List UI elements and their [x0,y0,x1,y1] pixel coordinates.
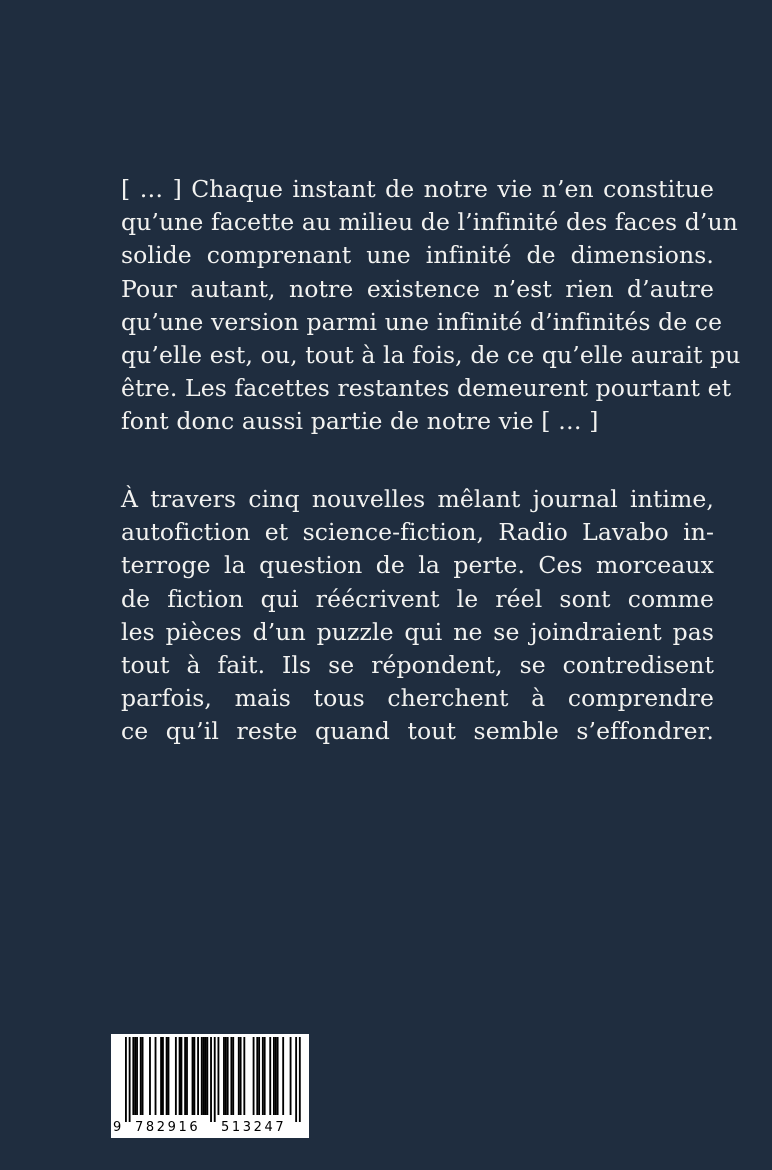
barcode-guard-bar [214,1037,216,1122]
barcode-bar [232,1037,234,1115]
barcode-guard-bar [129,1037,131,1122]
barcode-bar [230,1037,232,1115]
barcode-guard-bar [295,1037,297,1122]
quote-line: qu’une version parmi une infinité d’infinités de ce [121,307,723,336]
barcode-bar [273,1037,275,1115]
barcode-bar [168,1037,170,1115]
barcode-bar [203,1037,205,1115]
barcode-bar [256,1037,258,1115]
barcode-bar [136,1037,138,1115]
barcode-bar [227,1037,229,1115]
blurb-line: tout à fait. Ils se répondent, se contredisent [121,651,714,680]
barcode-bar [184,1037,186,1115]
blurb-line: les pièces d’un puzzle qui ne se joindraient pas [121,617,714,646]
barcode-bar [282,1037,284,1115]
barcode-bar [262,1037,264,1115]
barcode-bar [225,1037,227,1115]
barcode-bar [181,1037,183,1115]
blurb-line: de fiction qui réécrivent le réel sont comme [121,584,714,613]
barcode-bar [223,1037,225,1115]
barcode-bar [192,1037,194,1115]
barcode-bar [277,1037,279,1115]
book-blurb [121,483,714,749]
barcode-bar [175,1037,177,1115]
barcode-bar [142,1037,144,1115]
barcode-bar [240,1037,242,1115]
quote-line: qu’elle est, ou, tout à la fois, de ce qu’elle aurait pu [121,341,741,370]
barcode-bar [206,1037,208,1115]
barcode-bar [269,1037,271,1115]
barcode-bar [149,1037,151,1115]
barcode-bar [205,1037,207,1115]
quote-line: qu’une facette au milieu de l’infinité des faces d’un [121,208,738,237]
barcode-bar [134,1037,136,1115]
barcode-bar [264,1037,266,1115]
excerpt-quote [121,173,741,439]
barcode-bar [166,1037,168,1115]
blurb-line: À travers cinq nouvelles mêlant journal intime, [121,485,714,513]
barcode-guard-bar [210,1037,212,1122]
quote-line: solide comprenant une infinité de dimensions. [121,241,714,270]
isbn-barcode [111,1034,309,1138]
barcode-first-digit: 9 [113,1120,122,1135]
barcode-bar [132,1037,134,1115]
barcode-bar [179,1037,181,1115]
blurb-line: autofiction et science-fiction, Radio Lavabo in- [121,518,714,547]
blurb-line: terroge la question de la perte. Ces morceaux [121,551,714,580]
quote-line: [ … ] Chaque instant de notre vie n’en constitue [121,175,714,203]
barcode-bars [111,1034,309,1122]
quote-line: être. Les facettes restantes demeurent pourtant et [121,374,732,403]
barcode-bar [258,1037,260,1115]
barcode-bar [186,1037,188,1115]
barcode-bar [238,1037,240,1115]
barcode-bar [155,1037,157,1115]
barcode-bar [243,1037,245,1115]
barcode-left-group: 782916 [135,1120,201,1135]
quote-line: Pour autant, notre existence n’est rien d’autre [121,274,714,303]
barcode-bar [290,1037,292,1115]
barcode-bar [197,1037,199,1115]
barcode-guard-bar [125,1037,127,1122]
barcode-bar [160,1037,162,1115]
barcode-bar [218,1037,220,1115]
blurb-line: parfois, mais tous cherchent à comprendre [121,684,714,713]
barcode-bar [253,1037,255,1115]
barcode-bar [162,1037,164,1115]
blurb-line: ce qu’il reste quand tout semble s’effondrer. [121,717,714,746]
barcode-bar [201,1037,203,1115]
barcode-bar [275,1037,277,1115]
quote-line: font donc aussi partie de notre vie [ … ] [121,407,599,436]
barcode-bar [193,1037,195,1115]
barcode-guard-bar [299,1037,301,1122]
barcode-bar [140,1037,142,1115]
barcode-right-group: 513247 [221,1120,287,1135]
